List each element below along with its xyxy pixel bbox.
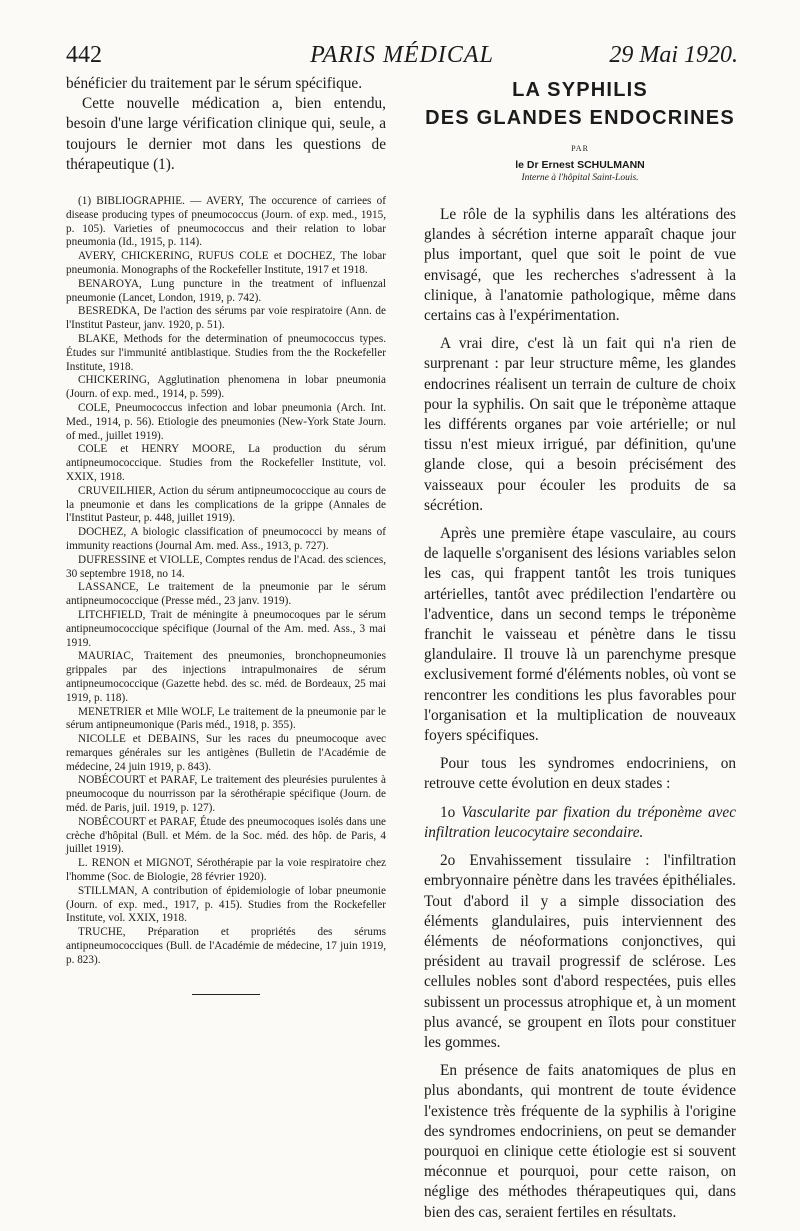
reference-item: CHICKERING, Agglutination phenomena in lobar pneumonia (Journ. of exp. med., 1914, p. 599).: [66, 374, 386, 401]
journal-title: PARIS MÉDICAL: [310, 42, 494, 68]
reference-item: TRUCHE, Préparation et propriétés des sérums antipneumococciques (Bull. de l'Académie de médecine, 17 juin 1919, p. 823).: [66, 926, 386, 966]
article-title: LA SYPHILIS: [512, 79, 648, 101]
reference-item: DUFRESSINE et VIOLLE, Comptes rendus de l'Acad. des sciences, 30 septembre 1918, no 14.: [66, 553, 386, 580]
reference-item: BESREDKA, De l'action des sérums par voie respiratoire (Ann. de l'Institut Pasteur, janv. 1920, p. 51).: [66, 305, 386, 332]
reference-item: NOBÉCOURT et PARAF, Étude des pneumocoques isolés dans une crèche d'hôpital (Bull. et Mém. de la Soc. méd. des hôp. de Paris, 4 juillet 1919).: [66, 815, 386, 856]
body-paragraph: En présence de faits anatomiques de plus en plus abondants, qui montrent de toute évidence l'existence très fréquente de la syphilis à l'origine des syndromes endocriniens, on peut se demander pourquoi en clinique cette étiologie est si souvent méconnue et pourquoi, pour cette raison, on néglige des méthodes thérapeutiques qui, dans bien des cas, seraient fertiles en résultats.: [424, 1062, 736, 1221]
page-header: [66, 40, 738, 70]
reference-item: MENETRIER et Mlle WOLF, Le traitement de la pneumonie par le sérum antipneumonique (Paris méd., 1918, p. 355).: [66, 705, 386, 732]
body-paragraph: bénéficier du traitement par le sérum spécifique.: [66, 75, 363, 92]
reference-item: CRUVEILHIER, Action du sérum antipneumococcique au cours de la pneumonie et dans les complications de la grippe (Annales de l'Institut Pasteur, p. 448, juillet 1919).: [66, 484, 386, 525]
reference-item: NOBÉCOURT et PARAF, Le traitement des pleurésies purulentes à pneumocoque du nourrisson par la sérothérapie spécifique (Journ. de méd. de Paris, juil. 1919, p. 127).: [66, 774, 386, 815]
body-paragraph: Pour tous les syndromes endocriniens, on retrouve cette évolution en deux stades :: [424, 755, 736, 793]
reference-item: LASSANCE, Le traitement de la pneumonie par le sérum antipneumococcique (Presse méd., 23 janv. 1919).: [66, 581, 386, 608]
stage-one-paragraph: [424, 803, 736, 843]
stage-two-paragraph: [424, 851, 736, 1053]
reference-item: MAURIAC, Traitement des pneumonies, bronchopneumonies grippales par des injections intrapulmonaires de sérum antipneumococcique (Gazette hebd. des sc. méd. de Bordeaux, 25 mai 1919, p. 118).: [66, 650, 386, 704]
stage-text: Envahissement tissulaire : l'infiltration embryonnaire pénètre dans les travées épithéliales. Tout d'abord il y a simple dissociation des éléments glandulaires, puis interviennent des éléments de néoformations conjonctives, qui président au travail progressif de sclérose. Les cellules nobles sont d'abord respectées, puis elles subissent un processus atrophique et, à un moment plus avancé, se groupent en îlots pour constituer les gommes.: [424, 852, 736, 1051]
reference-item: AVERY, CHICKERING, RUFUS COLE et DOCHEZ, The lobar pneumonia. Monographs of the Rockefeller Institute, 1917 et 1918.: [66, 250, 386, 276]
article-title: DES GLANDES ENDOCRINES: [425, 107, 735, 129]
reference-item: BLAKE, Methods for the determination of pneumococcus types. Études sur l'immunité antiblastique. Studies from the the Rockefeller Institute, 1918.: [66, 332, 386, 373]
reference-item: LITCHFIELD, Trait de méningite à pneumocoques par le sérum antipneumococcique spécifique (Journal of the Am. med. Ass., 3 mai 1919.: [66, 608, 386, 649]
author-affiliation: Interne à l'hôpital Saint-Louis.: [521, 173, 639, 183]
right-column: [424, 74, 736, 1231]
bibliography: [66, 195, 386, 968]
page-number: 442: [66, 42, 102, 68]
reference-item: STILLMAN, A contribution of épidemiologie of lobar pneumonie (Journ. of exp. med., 1917, p. 415). Studies from the Rockefeller Institute, vol. XXIX, 1918.: [66, 884, 386, 925]
separator-rule: [192, 994, 260, 995]
stage-text: Vascularite par fixation du tréponème avec infiltration leucocytaire secondaire.: [424, 803, 737, 841]
reference-item: (1) BIBLIOGRAPHIE. — AVERY, The occurence of carriees of disease producing types of pneumococcus (Journ. of exp. med., 1915, p. 105). Varieties of pneumococcus and their relation to lobar pneumonia (Id., 1915, p. 114).: [66, 195, 386, 249]
reference-item: COLE et HENRY MOORE, La production du sérum antipneumococcique. Studies from the Rockefeller Institute, vol. XXIX, 1918.: [66, 443, 386, 483]
reference-item: NICOLLE et DEBAINS, Sur les races du pneumocoque avec remarques générales sur les antigènes (Bulletin de l'Académie de médecine, 24 juin 1919, p. 843).: [66, 733, 386, 773]
body-paragraph: Le rôle de la syphilis dans les altérations des glandes à sécrétion interne apparaît chaque jour plus important, quel que soit le point de vue envisagé, que les recherches s'adressent à la clinique, à l'anatomie pathologique, même dans certains cas à l'expérimentation.: [424, 206, 736, 325]
body-paragraph: Cette nouvelle médication a, bien entendu, besoin d'une large vérification clinique qui, seule, a toujours le dernier mot dans les questions de thérapeutique (1).: [66, 95, 386, 173]
reference-item: BENAROYA, Lung puncture in the treatment of influenzal pneumonie (Lancet, London, 1919, p. 742).: [66, 277, 386, 304]
reference-item: L. RENON et MIGNOT, Sérothérapie par la voie respiratoire chez l'homme (Soc. de Biologie, 28 février 1920).: [66, 857, 386, 884]
byline-par: PAR: [571, 144, 589, 153]
body-paragraph: Après une première étape vasculaire, au cours de laquelle s'organisent des lésions variables selon les cas, qui frappent tantôt les trois tuniques artérielles, tantôt avec prédilection l'endartère ou l'adventice, dans un second temps le tréponème franchit le vaisseau et pénètre dans le tissu glandulaire. Il trouve là un parenchyme presque exclusivement formé d'éléments nobles, où vont se rencontrer les conditions les plus favorables pour l'organisation et la multiplication de nouveaux foyers spécifiques.: [424, 525, 736, 745]
stage-number: 1o: [440, 803, 456, 821]
reference-item: DOCHEZ, A biologic classification of pneumococci by means of immunity reactions (Journal Am. med. Ass., 1913, p. 727).: [66, 526, 386, 552]
author-name: le Dr Ernest SCHULMANN: [515, 159, 645, 171]
left-column: [66, 74, 386, 995]
body-paragraph: A vrai dire, c'est là un fait qui n'a rien de surprenant : par leur structure même, les glandes endocrines réalisent un terrain de culture de choix pour la syphilis. On sait que le tréponème attaque les différents organes par voie artérielle; or nul tissu n'est mieux irrigué, par définition, qu'une glande close, qui a besoin précisément des vaisseaux pour écouler les produits de sa sécrétion.: [424, 335, 736, 514]
issue-date: 29 Mai 1920.: [609, 42, 738, 68]
stage-number: 2o: [440, 852, 456, 870]
reference-item: COLE, Pneumococcus infection and lobar pneumonia (Arch. Int. Med., 1914, p. 56). Etiologie des pneumonies (New-York State Journ. of med., juillet 1919).: [66, 401, 386, 442]
article-body: [424, 205, 736, 1223]
